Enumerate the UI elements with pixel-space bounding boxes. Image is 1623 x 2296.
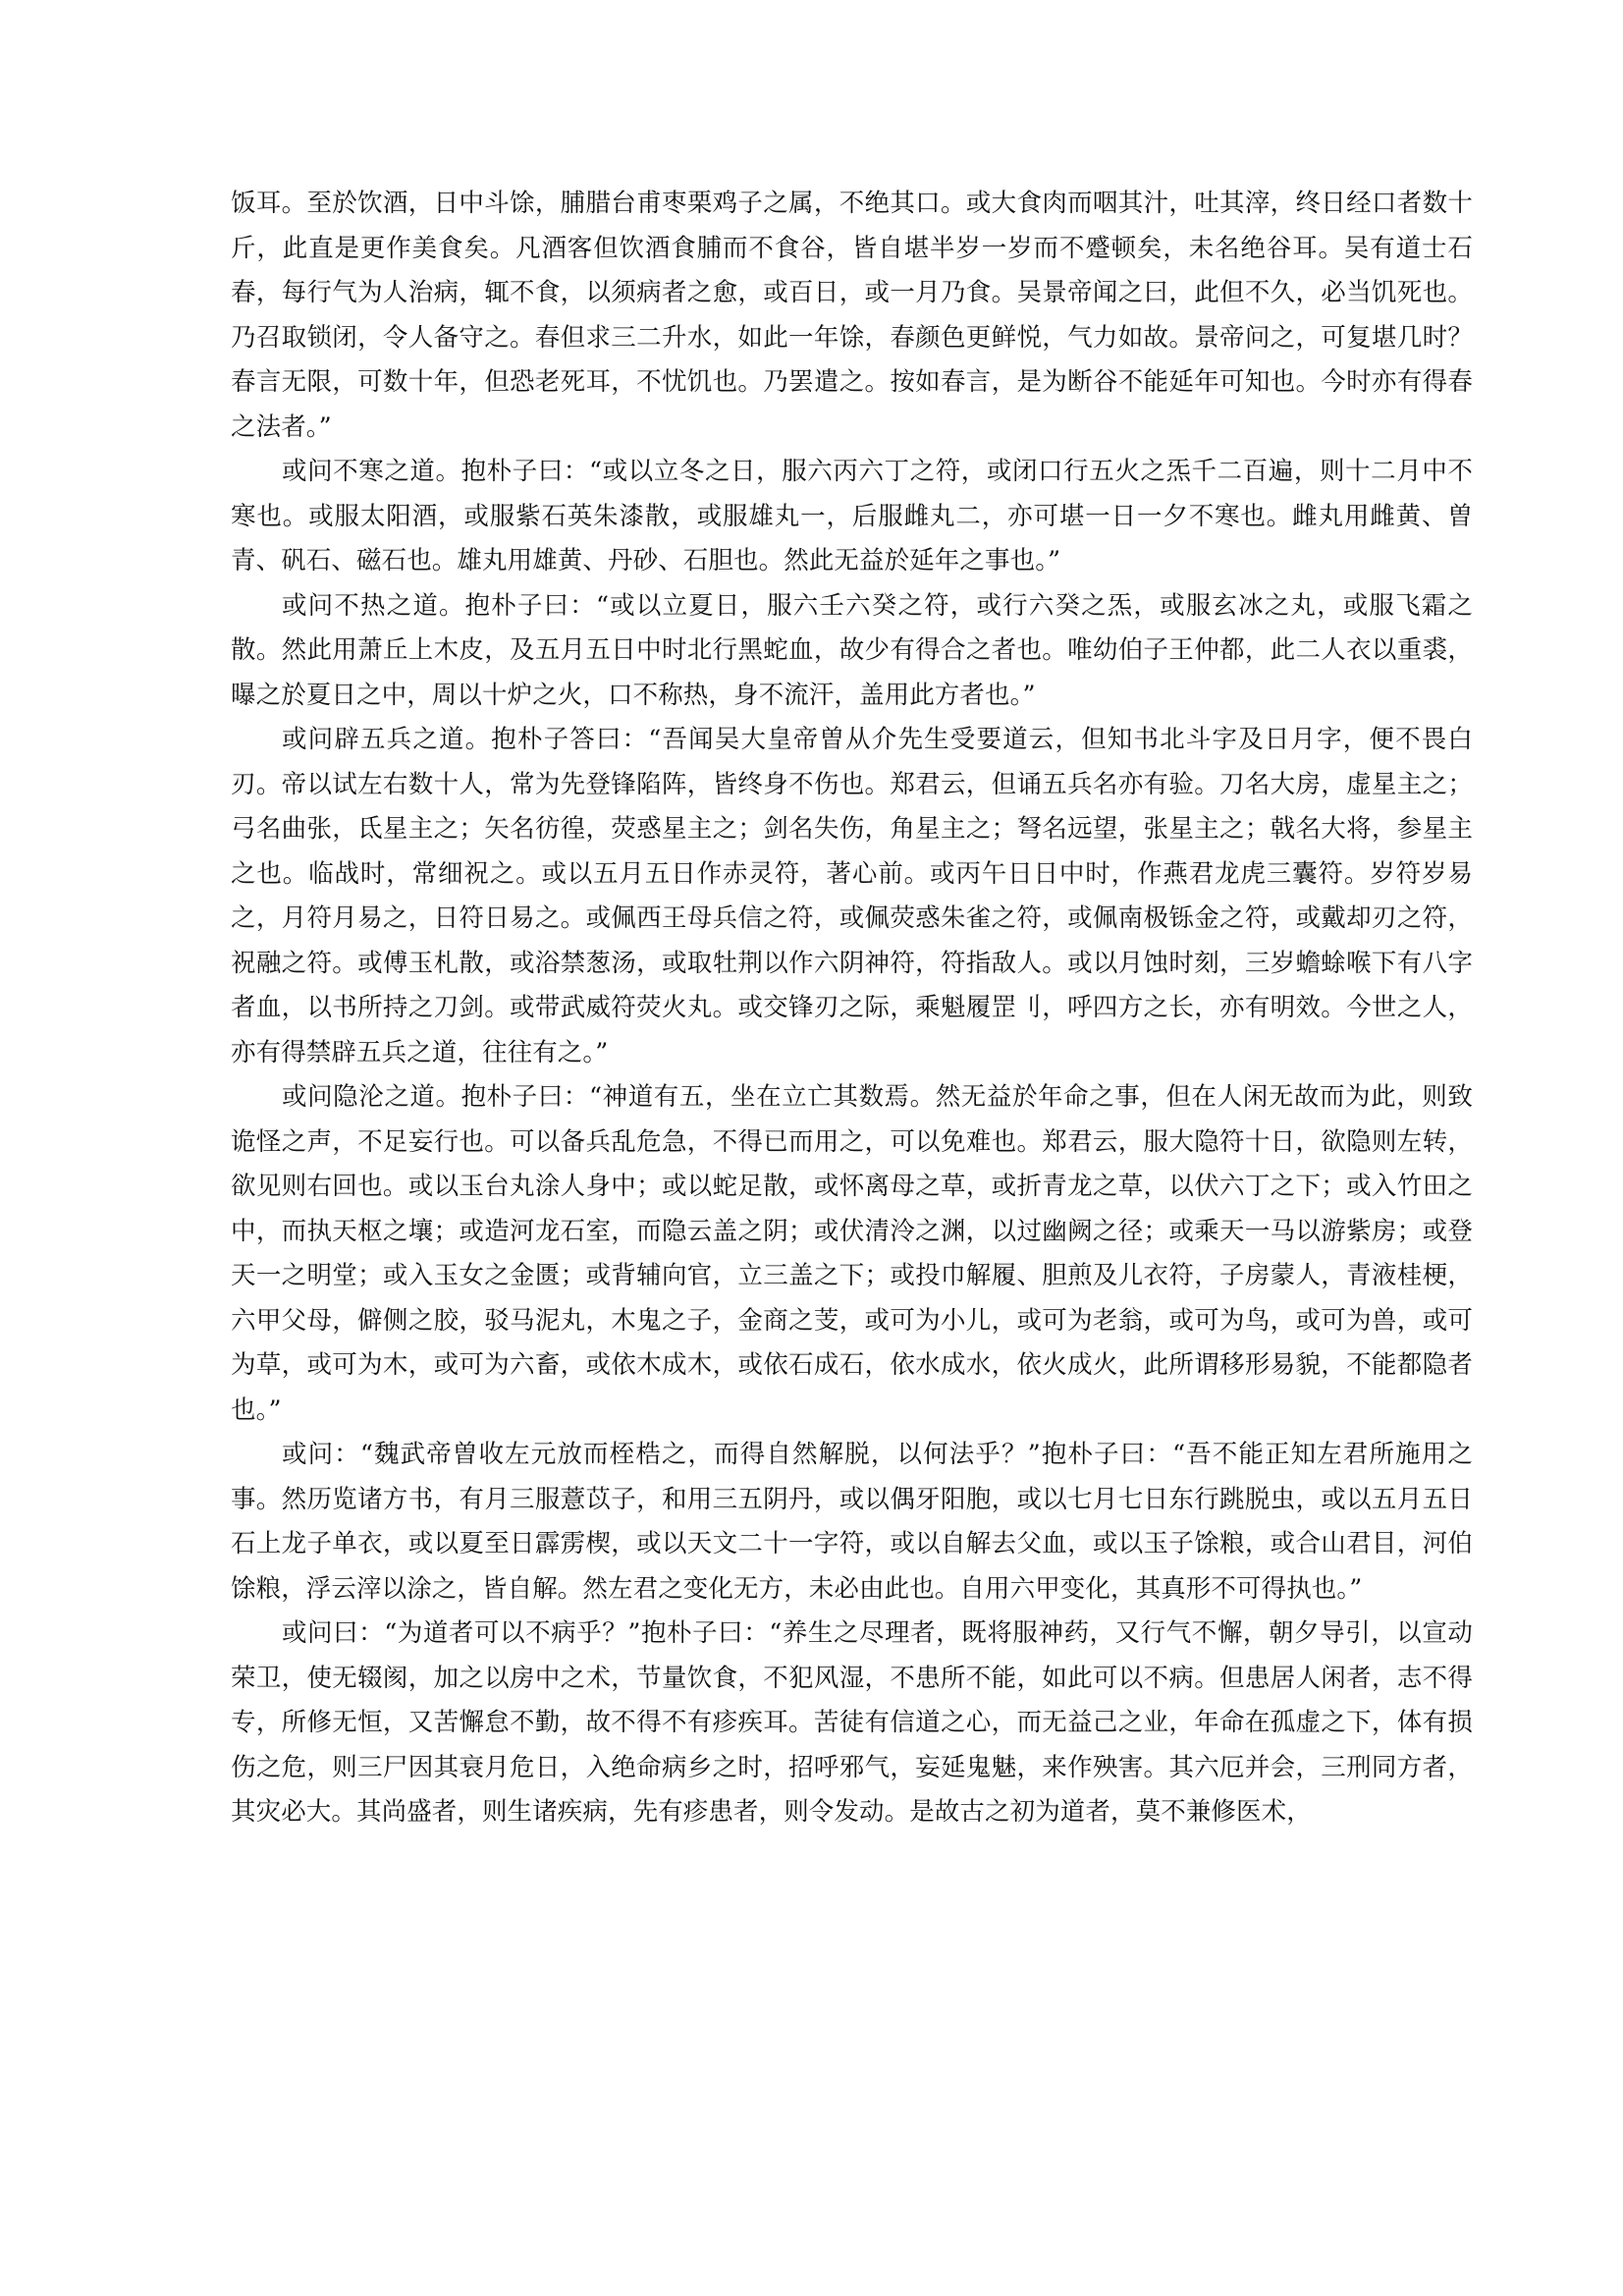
paragraph: 或问：“魏武帝曽收左元放而桎梏之，而得自然解脱，以何法乎？”抱朴子曰：“吾不能正知左君所施用之事。然历览诸方书，有月三服薏苡子，和用三五阴丹，或以偶牙阳胞，或以七月七日东行跳脱虫，或以五月五日石上龙子单衣，或以夏至日霹雳楔，或以天文二十一字符，或以自解去父血，或以玉子馀粮，或合山君目，河伯馀粮，浮云滓以涂之，皆自解。然左君之变化无方，未必由此也。自用六甲变化，其真形不可得执也。” [231, 1440, 1473, 1604]
document-body [231, 182, 1473, 1835]
paragraph: 或问辟五兵之道。抱朴子答曰：“吾闻吴大皇帝曽从介先生受要道云，但知书北斗字及日月字，便不畏白刃。帝以试左右数十人，常为先登锋陷阵，皆终身不伤也。郑君云，但诵五兵名亦有验。刀名大房，虚星主之；弓名曲张，氐星主之；矢名彷徨，荧惑星主之；剑名失伤，角星主之；弩名远望，张星主之；戟名大将，参星主之也。临战时，常细祝之。或以五月五日作赤灵符，著心前。或丙午日日中时，作燕君龙虎三囊符。岁符岁易之，月符月易之，日符日易之。或佩西王母兵信之符，或佩荧惑朱雀之符，或佩南极铄金之符，或戴却刃之符，祝融之符。或傅玉札散，或浴禁葱汤，或取牡荆以作六阴神符，符指敌人。或以月蚀时刻，三岁蟾蜍喉下有八字者血，以书所持之刀剑。或带武威符荧火丸。或交锋刃之际，乘魁履罡刂，呼四方之长，亦有明效。今世之人，亦有得禁辟五兵之道，往往有之。” [231, 725, 1473, 1067]
paragraph: 或问曰：“为道者可以不病乎？”抱朴子曰：“养生之尽理者，既将服神药，又行气不懈，朝夕导引，以宣动荣卫，使无辍阂，加之以房中之术，节量饮食，不犯风湿，不患所不能，如此可以不病。但患居人闲者，志不得专，所修无恒，又苦懈怠不勤，故不得不有疹疾耳。苦徒有信道之心，而无益己之业，年命在孤虚之下，体有损伤之危，则三尸因其衰月危日，入绝命病乡之时，招呼邪气，妄延鬼魅，来作殃害。其六厄并会，三刑同方者，其灾必大。其尚盛者，则生诸疾病，先有疹患者，则令发动。是故古之初为道者，莫不兼修医术， [231, 1618, 1473, 1827]
paragraph: 或问不寒之道。抱朴子曰：“或以立冬之日，服六丙六丁之符，或闭口行五火之炁千二百遍，则十二月中不寒也。或服太阳酒，或服紫石英朱漆散，或服雄丸一，后服雌丸二，亦可堪一日一夕不寒也。雌丸用雌黄、曽青、矾石、磁石也。雄丸用雄黄、丹砂、石胆也。然此无益於延年之事也。” [231, 457, 1473, 575]
paragraph: 或问不热之道。抱朴子曰：“或以立夏日，服六壬六癸之符，或行六癸之炁，或服玄冰之丸，或服飞霜之散。然此用萧丘上木皮，及五月五日中时北行黑蛇血，故少有得合之者也。唯幼伯子王仲都，此二人衣以重裘，曝之於夏日之中，周以十炉之火，口不称热，身不流汗，盖用此方者也。” [231, 590, 1473, 710]
paragraph: 或问隐沦之道。抱朴子曰：“神道有五，坐在立亡其数焉。然无益於年命之事，但在人闲无故而为此，则致诡怪之声，不足妄行也。可以备兵乱危急，不得已而用之，可以免难也。郑君云，服大隐符十日，欲隐则左转，欲见则右回也。或以玉台丸涂人身中；或以蛇足散，或怀离母之草，或折青龙之草，以伏六丁之下；或入竹田之中，而执天枢之壤；或造河龙石室，而隐云盖之阴；或伏清泠之渊，以过幽阙之径；或乘天一马以游紫房；或登天一之明堂；或入玉女之金匮；或背辅向官，立三盖之下；或投巾解履、胆煎及儿衣符，子房蒙人，青液桂梗，六甲父母，僻侧之胶，驳马泥丸，木鬼之子，金商之芰，或可为小儿，或可为老翁，或可为鸟，或可为兽，或可为草，或可为木，或可为六畜，或依木成木，或依石成石，依水成水，依火成火，此所谓移形易貌，不能都隐者也。” [231, 1082, 1473, 1425]
paragraph: 饭耳。至於饮酒，日中斗馀，脯腊台甫枣栗鸡子之属，不绝其口。或大食肉而咽其汁，吐其滓，终日经口者数十斤，此直是更作美食矣。凡酒客但饮酒食脯而不食谷，皆自堪半岁一岁而不蹙顿矣，未名绝谷耳。吴有道士石春，每行气为人治病，辄不食，以须病者之愈，或百日，或一月乃食。吴景帝闻之曰，此但不久，必当饥死也。乃召取锁闭，令人备守之。春但求三二升水，如此一年馀，春颜色更鲜悦，气力如故。景帝问之，可复堪几时？春言无限，可数十年，但恐老死耳，不忧饥也。乃罢遣之。按如春言，是为断谷不能延年可知也。今时亦有得春之法者。” [231, 189, 1473, 442]
